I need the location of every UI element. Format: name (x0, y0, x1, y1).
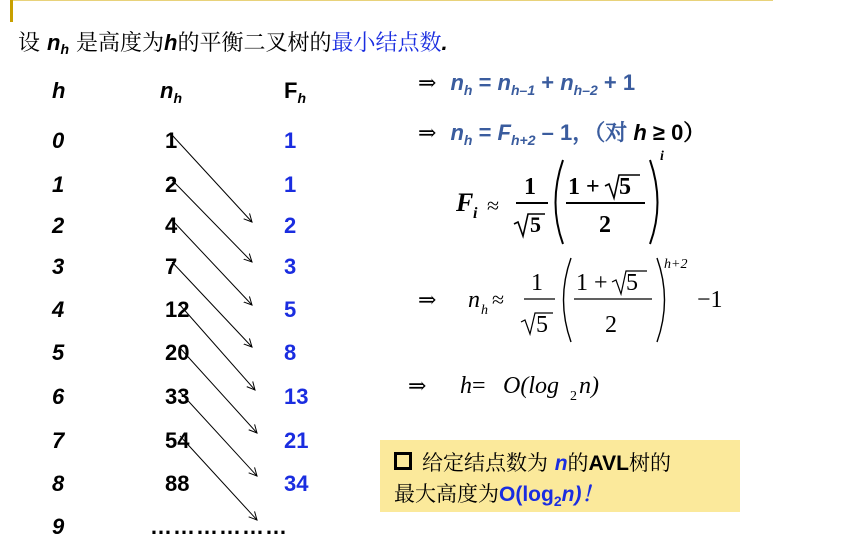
right-paren (650, 160, 658, 244)
row-h: 6 (52, 384, 65, 409)
row-f: 1 (284, 128, 297, 153)
note-big-o: O(log (499, 483, 554, 506)
row-h: 9 (52, 514, 65, 539)
f2-h: h (633, 120, 647, 145)
note-avl: AVL (588, 452, 629, 475)
f2-rest: – 1，（对 (535, 120, 634, 145)
note-mid: 的 (567, 451, 589, 475)
f1-n1-sub: h–1 (510, 82, 536, 98)
f1-n1: n (497, 70, 511, 95)
row-n: 54 (165, 428, 190, 453)
f5-eq: = (472, 373, 486, 399)
left-paren (556, 160, 564, 244)
f3-approx: ≈ (487, 193, 500, 218)
row-n: 33 (165, 384, 190, 409)
f5-h: h (460, 373, 472, 399)
row-n: 4 (165, 213, 178, 238)
row-f: 34 (284, 471, 309, 496)
f3-num: 1 + (568, 174, 600, 200)
f2-n: n (450, 120, 464, 145)
sqrt-sign (605, 175, 640, 198)
note-line-1 (394, 448, 671, 479)
conclusion-note (380, 440, 740, 512)
f3-one: 1 (524, 174, 536, 200)
header-f-letter: F (284, 78, 298, 103)
row-n: 1 (165, 128, 178, 153)
f2-cond: ≥ 0） (646, 120, 706, 145)
f2-n-sub: h (463, 132, 473, 148)
implies-symbol: ⇒ (418, 71, 437, 96)
row-h: 2 (52, 213, 65, 238)
note-n: n (554, 452, 568, 475)
accent-bar (10, 0, 13, 22)
header-n (160, 78, 182, 106)
f2-F: F (497, 120, 511, 145)
header-h: h (52, 78, 66, 103)
left-paren (564, 258, 572, 342)
title-prefix: 设 (18, 31, 47, 56)
row-f: 1 (284, 172, 297, 197)
f4-tail: −1 (697, 287, 723, 313)
title-highlight: 最小结点数 (331, 31, 442, 56)
row-h: 4 (52, 297, 65, 322)
row-h: 8 (52, 471, 65, 496)
header-n-sub: h (173, 90, 183, 106)
implies-symbol: ⇒ (418, 288, 437, 313)
note-text (394, 448, 671, 516)
title-h: h (164, 30, 178, 55)
header-f-sub: h (297, 90, 307, 106)
f1-n: n (450, 70, 464, 95)
row-f: 5 (284, 297, 297, 322)
right-paren (657, 258, 665, 342)
f5-two: 2 (570, 389, 577, 404)
arrow-line (180, 305, 255, 390)
title-n-sub: h (60, 41, 70, 57)
f4-one: 1 (531, 270, 543, 296)
f2-eq: = (472, 120, 498, 145)
f4-num-sqrt5: 5 (626, 270, 638, 296)
row-n: 2 (165, 172, 178, 197)
f4-exp: h+2 (664, 257, 688, 272)
row-h: 7 (52, 428, 65, 453)
f1-n2-sub: h–2 (573, 82, 598, 98)
title-mid2: 的平衡二叉树的 (177, 31, 332, 56)
note-line-2 (394, 479, 671, 516)
arrow-line (172, 220, 252, 305)
slide-title (18, 26, 448, 57)
f1-n2: n (560, 70, 574, 95)
row-n: 20 (165, 340, 190, 365)
implies-symbol: ⇒ (418, 121, 437, 146)
row-f: 2 (284, 213, 297, 238)
f3-F: F (456, 188, 474, 217)
formula-fibonacci (418, 116, 705, 148)
row-f: 3 (284, 254, 297, 279)
f1-plus-one: + 1 (597, 70, 636, 95)
arrow-line (180, 348, 257, 433)
sqrt-sign (612, 271, 647, 294)
arrow-line (180, 436, 257, 520)
f4-den: 2 (605, 312, 617, 338)
arrow-line (180, 392, 257, 476)
note-log-base: 2 (553, 493, 562, 509)
note-prefix: 给定结点数为 (422, 451, 555, 475)
note-n-paren: n) (561, 483, 582, 506)
f3-den: 2 (599, 212, 611, 238)
f4-num: 1 + (576, 270, 608, 296)
sqrt-sign (514, 214, 545, 236)
f3-num-sqrt5: 5 (619, 174, 631, 200)
row-f: 8 (284, 340, 297, 365)
row-n: 88 (165, 471, 190, 496)
top-rule (13, 0, 773, 1)
arrow-line (172, 135, 252, 222)
row-n: 12 (165, 297, 190, 322)
header-n-letter: n (160, 78, 174, 103)
f5-O: O(log (503, 373, 559, 399)
note-line2-prefix: 最大高度为 (394, 482, 499, 506)
note-suffix: 树的 (628, 451, 671, 475)
note-exclaim: ！ (581, 483, 603, 506)
row-h: 1 (52, 172, 65, 197)
title-n: n (47, 30, 61, 55)
title-mid: 是高度为 (69, 31, 165, 56)
f4-h: h (481, 303, 488, 318)
f5-n: n) (579, 373, 599, 399)
row-n: 7 (165, 254, 178, 279)
row-f: 13 (284, 384, 309, 409)
f4-approx: ≈ (492, 287, 505, 312)
f2-F-sub: h+2 (510, 132, 536, 148)
f1-n-sub: h (463, 82, 473, 98)
f1-plus: + (535, 70, 561, 95)
row-h: 5 (52, 340, 65, 365)
row-f: 21 (284, 428, 309, 453)
square-bullet-icon (394, 452, 412, 470)
header-f (284, 78, 306, 106)
row-h: 3 (52, 254, 65, 279)
f4-n: n (468, 287, 480, 313)
arrow-line (172, 180, 252, 262)
f3-i: i (473, 205, 478, 222)
title-suffix: . (441, 30, 448, 55)
row-h: 0 (52, 128, 65, 153)
f1-eq: = (472, 70, 498, 95)
formula-recurrence (418, 70, 635, 98)
f3-sqrt5: 5 (530, 212, 541, 237)
row-n-ellipsis: ……………… (150, 514, 288, 539)
implies-symbol: ⇒ (408, 374, 427, 399)
sqrt-sign (521, 313, 553, 334)
f4-sqrt5: 5 (536, 312, 548, 338)
f3-exp: i (660, 149, 664, 164)
